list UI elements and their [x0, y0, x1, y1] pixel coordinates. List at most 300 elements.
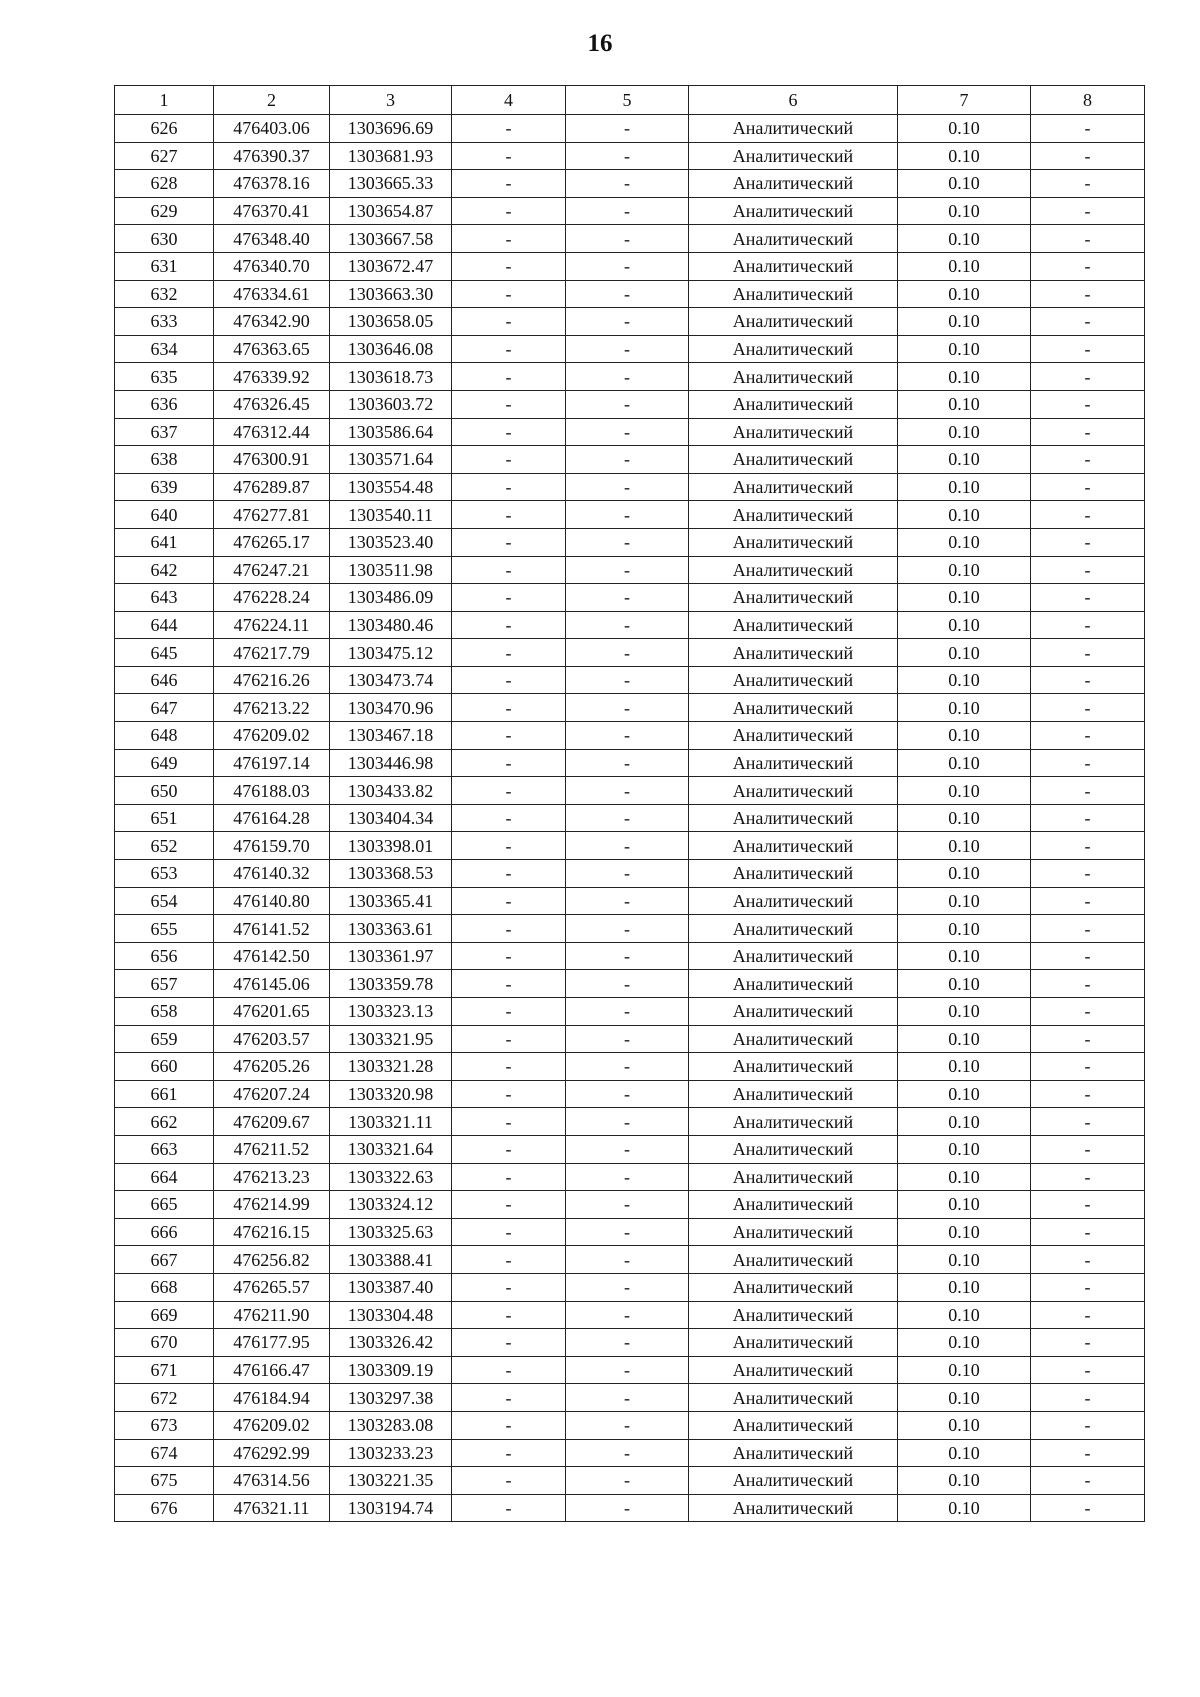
table-cell: 476256.82: [214, 1246, 330, 1274]
table-cell: 476209.02: [214, 1411, 330, 1439]
table-cell: 1303324.12: [330, 1191, 452, 1219]
coordinates-table: [114, 85, 1145, 1522]
table-cell: -: [452, 252, 566, 280]
table-cell: -: [452, 915, 566, 943]
table-cell: 651: [115, 804, 214, 832]
table-cell: Аналитический: [689, 473, 898, 501]
table-cell: Аналитический: [689, 335, 898, 363]
table-cell: 476289.87: [214, 473, 330, 501]
table-cell: -: [1031, 1494, 1145, 1522]
table-cell: -: [1031, 1467, 1145, 1495]
table-cell: 655: [115, 915, 214, 943]
table-cell: 658: [115, 998, 214, 1026]
table-cell: 634: [115, 335, 214, 363]
table-row: [115, 1356, 1145, 1384]
table-cell: 0.10: [898, 1135, 1031, 1163]
table-cell: 1303470.96: [330, 694, 452, 722]
table-cell: 476265.17: [214, 528, 330, 556]
table-cell: -: [1031, 1108, 1145, 1136]
table-cell: Аналитический: [689, 1135, 898, 1163]
table-cell: 661: [115, 1080, 214, 1108]
table-cell: Аналитический: [689, 115, 898, 143]
table-cell: 476201.65: [214, 998, 330, 1026]
table-cell: 626: [115, 115, 214, 143]
table-cell: -: [566, 1191, 689, 1219]
table-cell: -: [566, 666, 689, 694]
table-cell: 476228.24: [214, 584, 330, 612]
table-cell: -: [566, 1246, 689, 1274]
table-cell: Аналитический: [689, 1218, 898, 1246]
table-cell: -: [452, 639, 566, 667]
table-cell: 476205.26: [214, 1053, 330, 1081]
table-cell: -: [566, 777, 689, 805]
table-cell: -: [452, 501, 566, 529]
table-cell: 476142.50: [214, 942, 330, 970]
table-cell: 664: [115, 1163, 214, 1191]
table-cell: 656: [115, 942, 214, 970]
table-cell: -: [1031, 1384, 1145, 1412]
table-row: [115, 390, 1145, 418]
table-cell: 1303325.63: [330, 1218, 452, 1246]
table-cell: Аналитический: [689, 1494, 898, 1522]
table-cell: Аналитический: [689, 556, 898, 584]
table-row: [115, 225, 1145, 253]
table-cell: -: [452, 749, 566, 777]
table-row: [115, 335, 1145, 363]
table-cell: 0.10: [898, 418, 1031, 446]
table-cell: -: [452, 666, 566, 694]
table-cell: 657: [115, 970, 214, 998]
table-cell: 476213.22: [214, 694, 330, 722]
table-cell: -: [566, 749, 689, 777]
table-body: [115, 86, 1145, 1522]
table-cell: -: [566, 970, 689, 998]
table-cell: 638: [115, 446, 214, 474]
header-cell: 3: [330, 86, 452, 115]
table-cell: -: [1031, 556, 1145, 584]
table-cell: 1303398.01: [330, 832, 452, 860]
table-cell: Аналитический: [689, 694, 898, 722]
table-cell: 0.10: [898, 335, 1031, 363]
table-row: [115, 832, 1145, 860]
table-cell: 476326.45: [214, 390, 330, 418]
table-cell: -: [1031, 832, 1145, 860]
table-row: [115, 1384, 1145, 1412]
table-cell: -: [566, 1135, 689, 1163]
table-cell: 476300.91: [214, 446, 330, 474]
table-cell: 1303540.11: [330, 501, 452, 529]
table-cell: 627: [115, 142, 214, 170]
table-cell: -: [452, 528, 566, 556]
table-row: [115, 998, 1145, 1026]
table-cell: -: [452, 115, 566, 143]
table-row: [115, 1025, 1145, 1053]
table-cell: 675: [115, 1467, 214, 1495]
table-cell: 1303603.72: [330, 390, 452, 418]
table-cell: 0.10: [898, 390, 1031, 418]
table-cell: 640: [115, 501, 214, 529]
table-cell: Аналитический: [689, 1439, 898, 1467]
table-cell: -: [452, 1384, 566, 1412]
table-cell: -: [1031, 501, 1145, 529]
table-cell: 476217.79: [214, 639, 330, 667]
table-cell: -: [566, 804, 689, 832]
table-cell: Аналитический: [689, 1191, 898, 1219]
table-row: [115, 942, 1145, 970]
table-cell: -: [1031, 1053, 1145, 1081]
table-cell: 676: [115, 1494, 214, 1522]
table-cell: -: [566, 1025, 689, 1053]
table-cell: -: [566, 722, 689, 750]
table-cell: 1303221.35: [330, 1467, 452, 1495]
table-cell: 476378.16: [214, 170, 330, 198]
table-row: [115, 170, 1145, 198]
table-cell: -: [452, 832, 566, 860]
table-cell: Аналитический: [689, 998, 898, 1026]
table-cell: 0.10: [898, 308, 1031, 336]
table-cell: 1303365.41: [330, 887, 452, 915]
table-cell: 476159.70: [214, 832, 330, 860]
table-cell: 671: [115, 1356, 214, 1384]
table-cell: 0.10: [898, 142, 1031, 170]
table-cell: -: [452, 418, 566, 446]
table-cell: -: [566, 1467, 689, 1495]
table-cell: -: [452, 1301, 566, 1329]
table-cell: 0.10: [898, 666, 1031, 694]
table-cell: 1303309.19: [330, 1356, 452, 1384]
table-cell: -: [1031, 584, 1145, 612]
table-cell: 673: [115, 1411, 214, 1439]
table-cell: 0.10: [898, 446, 1031, 474]
table-cell: 476188.03: [214, 777, 330, 805]
table-cell: -: [452, 308, 566, 336]
header-cell: 1: [115, 86, 214, 115]
table-cell: Аналитический: [689, 639, 898, 667]
table-cell: 0.10: [898, 1218, 1031, 1246]
table-cell: Аналитический: [689, 749, 898, 777]
table-cell: 476207.24: [214, 1080, 330, 1108]
header-cell: 8: [1031, 86, 1145, 115]
table-cell: -: [452, 1108, 566, 1136]
table-cell: 659: [115, 1025, 214, 1053]
table-cell: 630: [115, 225, 214, 253]
table-cell: -: [566, 1384, 689, 1412]
table-cell: -: [452, 1191, 566, 1219]
header-cell: 2: [214, 86, 330, 115]
table-cell: -: [1031, 887, 1145, 915]
table-cell: -: [1031, 115, 1145, 143]
table-cell: -: [1031, 363, 1145, 391]
table-cell: 669: [115, 1301, 214, 1329]
table-cell: 632: [115, 280, 214, 308]
table-cell: 0.10: [898, 1108, 1031, 1136]
table-cell: Аналитический: [689, 308, 898, 336]
table-cell: 0.10: [898, 1025, 1031, 1053]
table-cell: 476145.06: [214, 970, 330, 998]
table-cell: 635: [115, 363, 214, 391]
table-cell: -: [1031, 1218, 1145, 1246]
table-cell: 476164.28: [214, 804, 330, 832]
table-cell: -: [1031, 998, 1145, 1026]
table-cell: Аналитический: [689, 1246, 898, 1274]
table-cell: Аналитический: [689, 280, 898, 308]
table-cell: -: [1031, 225, 1145, 253]
table-cell: 0.10: [898, 501, 1031, 529]
table-row: [115, 777, 1145, 805]
table-row: [115, 308, 1145, 336]
table-cell: -: [566, 473, 689, 501]
table-cell: -: [452, 860, 566, 888]
table-cell: Аналитический: [689, 1411, 898, 1439]
table-cell: Аналитический: [689, 584, 898, 612]
table-cell: 1303321.11: [330, 1108, 452, 1136]
table-cell: -: [452, 998, 566, 1026]
table-cell: -: [566, 501, 689, 529]
table-cell: 628: [115, 170, 214, 198]
table-cell: 0.10: [898, 639, 1031, 667]
table-cell: 0.10: [898, 170, 1031, 198]
table-cell: 1303433.82: [330, 777, 452, 805]
table-cell: -: [1031, 1301, 1145, 1329]
table-row: [115, 1273, 1145, 1301]
table-cell: Аналитический: [689, 1108, 898, 1136]
table-cell: 0.10: [898, 832, 1031, 860]
table-cell: 476247.21: [214, 556, 330, 584]
table-cell: 0.10: [898, 1384, 1031, 1412]
table-cell: -: [566, 998, 689, 1026]
table-cell: -: [452, 887, 566, 915]
table-cell: 0.10: [898, 1411, 1031, 1439]
table-cell: Аналитический: [689, 887, 898, 915]
table-row: [115, 197, 1145, 225]
table-cell: 476216.15: [214, 1218, 330, 1246]
table-cell: 1303511.98: [330, 556, 452, 584]
table-cell: -: [452, 942, 566, 970]
table-cell: 0.10: [898, 887, 1031, 915]
table-cell: -: [1031, 252, 1145, 280]
table-cell: -: [452, 1329, 566, 1357]
table-cell: -: [452, 804, 566, 832]
table-cell: -: [566, 1218, 689, 1246]
table-cell: -: [1031, 942, 1145, 970]
table-cell: -: [452, 1025, 566, 1053]
table-cell: 1303363.61: [330, 915, 452, 943]
table-cell: Аналитический: [689, 611, 898, 639]
table-cell: 1303467.18: [330, 722, 452, 750]
table-cell: -: [1031, 666, 1145, 694]
table-cell: Аналитический: [689, 1384, 898, 1412]
table-cell: 0.10: [898, 252, 1031, 280]
table-cell: 476211.90: [214, 1301, 330, 1329]
table-cell: 0.10: [898, 280, 1031, 308]
table-cell: Аналитический: [689, 142, 898, 170]
table-cell: Аналитический: [689, 1025, 898, 1053]
table-cell: -: [452, 1080, 566, 1108]
table-cell: 665: [115, 1191, 214, 1219]
table-cell: 1303283.08: [330, 1411, 452, 1439]
table-cell: 1303665.33: [330, 170, 452, 198]
table-row: [115, 1163, 1145, 1191]
table-cell: Аналитический: [689, 666, 898, 694]
table-cell: Аналитический: [689, 252, 898, 280]
table-cell: 645: [115, 639, 214, 667]
table-cell: -: [566, 611, 689, 639]
table-cell: 476342.90: [214, 308, 330, 336]
table-cell: -: [452, 1439, 566, 1467]
table-cell: 476321.11: [214, 1494, 330, 1522]
table-row: [115, 1246, 1145, 1274]
table-cell: Аналитический: [689, 777, 898, 805]
table-cell: Аналитический: [689, 1273, 898, 1301]
table-cell: 476312.44: [214, 418, 330, 446]
table-cell: -: [566, 1329, 689, 1357]
table-cell: -: [566, 1053, 689, 1081]
table-cell: Аналитический: [689, 915, 898, 943]
table-cell: -: [1031, 170, 1145, 198]
table-cell: 1303696.69: [330, 115, 452, 143]
table-cell: 1303554.48: [330, 473, 452, 501]
table-cell: -: [566, 225, 689, 253]
table-cell: 1303368.53: [330, 860, 452, 888]
table-row: [115, 1467, 1145, 1495]
table-row: [115, 1494, 1145, 1522]
table-row: [115, 804, 1145, 832]
table-cell: 0.10: [898, 1329, 1031, 1357]
header-cell: 4: [452, 86, 566, 115]
table-cell: 662: [115, 1108, 214, 1136]
table-cell: 476166.47: [214, 1356, 330, 1384]
table-cell: Аналитический: [689, 804, 898, 832]
table-cell: Аналитический: [689, 942, 898, 970]
table-cell: Аналитический: [689, 1356, 898, 1384]
table-cell: Аналитический: [689, 1053, 898, 1081]
table-cell: 1303388.41: [330, 1246, 452, 1274]
table-cell: 0.10: [898, 1246, 1031, 1274]
table-cell: -: [566, 252, 689, 280]
table-cell: -: [452, 335, 566, 363]
table-row: [115, 252, 1145, 280]
table-cell: 1303361.97: [330, 942, 452, 970]
table-cell: 476140.80: [214, 887, 330, 915]
table-row: [115, 1411, 1145, 1439]
table-cell: 476211.52: [214, 1135, 330, 1163]
table-cell: 631: [115, 252, 214, 280]
table-cell: 0.10: [898, 1163, 1031, 1191]
table-cell: 674: [115, 1439, 214, 1467]
table-row: [115, 970, 1145, 998]
table-cell: -: [1031, 446, 1145, 474]
table-cell: -: [566, 1273, 689, 1301]
table-cell: -: [452, 1135, 566, 1163]
table-cell: -: [566, 1163, 689, 1191]
table-cell: 1303480.46: [330, 611, 452, 639]
table-cell: 650: [115, 777, 214, 805]
table-cell: 648: [115, 722, 214, 750]
table-cell: Аналитический: [689, 1163, 898, 1191]
table-cell: 476214.99: [214, 1191, 330, 1219]
table-cell: -: [452, 197, 566, 225]
table-cell: -: [566, 115, 689, 143]
table-cell: -: [1031, 280, 1145, 308]
table-cell: 0.10: [898, 1467, 1031, 1495]
table-cell: -: [1031, 722, 1145, 750]
table-cell: Аналитический: [689, 970, 898, 998]
table-cell: -: [452, 1494, 566, 1522]
table-cell: -: [1031, 1439, 1145, 1467]
table-row: [115, 749, 1145, 777]
table-cell: -: [1031, 1163, 1145, 1191]
table-row: [115, 1135, 1145, 1163]
table-cell: -: [1031, 473, 1145, 501]
table-cell: -: [1031, 1135, 1145, 1163]
table-cell: 0.10: [898, 1356, 1031, 1384]
table-cell: -: [1031, 749, 1145, 777]
table-cell: 1303321.95: [330, 1025, 452, 1053]
table-row: [115, 860, 1145, 888]
table-cell: 644: [115, 611, 214, 639]
table-cell: -: [1031, 418, 1145, 446]
table-cell: 0.10: [898, 528, 1031, 556]
table-row: [115, 915, 1145, 943]
table-cell: -: [452, 280, 566, 308]
table-cell: Аналитический: [689, 1080, 898, 1108]
table-cell: 476277.81: [214, 501, 330, 529]
table-cell: -: [566, 1411, 689, 1439]
table-cell: -: [566, 556, 689, 584]
table-cell: 476213.23: [214, 1163, 330, 1191]
table-cell: 636: [115, 390, 214, 418]
table-cell: 476216.26: [214, 666, 330, 694]
table-cell: 0.10: [898, 1494, 1031, 1522]
table-cell: -: [566, 308, 689, 336]
table-cell: -: [566, 860, 689, 888]
table-cell: -: [452, 1246, 566, 1274]
table-cell: 476203.57: [214, 1025, 330, 1053]
table-cell: -: [1031, 142, 1145, 170]
table-cell: 663: [115, 1135, 214, 1163]
table-cell: -: [566, 1301, 689, 1329]
table-row: [115, 446, 1145, 474]
table-cell: Аналитический: [689, 722, 898, 750]
table-cell: 476390.37: [214, 142, 330, 170]
table-cell: -: [1031, 1356, 1145, 1384]
table-cell: 653: [115, 860, 214, 888]
table-cell: 0.10: [898, 970, 1031, 998]
table-cell: 476177.95: [214, 1329, 330, 1357]
table-cell: 1303404.34: [330, 804, 452, 832]
table-cell: -: [566, 1108, 689, 1136]
table-row: [115, 887, 1145, 915]
table-cell: 476370.41: [214, 197, 330, 225]
table-cell: Аналитический: [689, 363, 898, 391]
table-cell: Аналитический: [689, 501, 898, 529]
header-cell: 7: [898, 86, 1031, 115]
table-cell: 476292.99: [214, 1439, 330, 1467]
table-row: [115, 473, 1145, 501]
table-cell: 670: [115, 1329, 214, 1357]
table-cell: -: [1031, 694, 1145, 722]
table-cell: 672: [115, 1384, 214, 1412]
table-row: [115, 1218, 1145, 1246]
table-cell: 1303663.30: [330, 280, 452, 308]
table-cell: 0.10: [898, 1191, 1031, 1219]
table-cell: 1303672.47: [330, 252, 452, 280]
table-cell: 1303359.78: [330, 970, 452, 998]
page-number: 16: [587, 30, 613, 57]
table-cell: -: [1031, 639, 1145, 667]
table-row: [115, 1329, 1145, 1357]
table-cell: 633: [115, 308, 214, 336]
